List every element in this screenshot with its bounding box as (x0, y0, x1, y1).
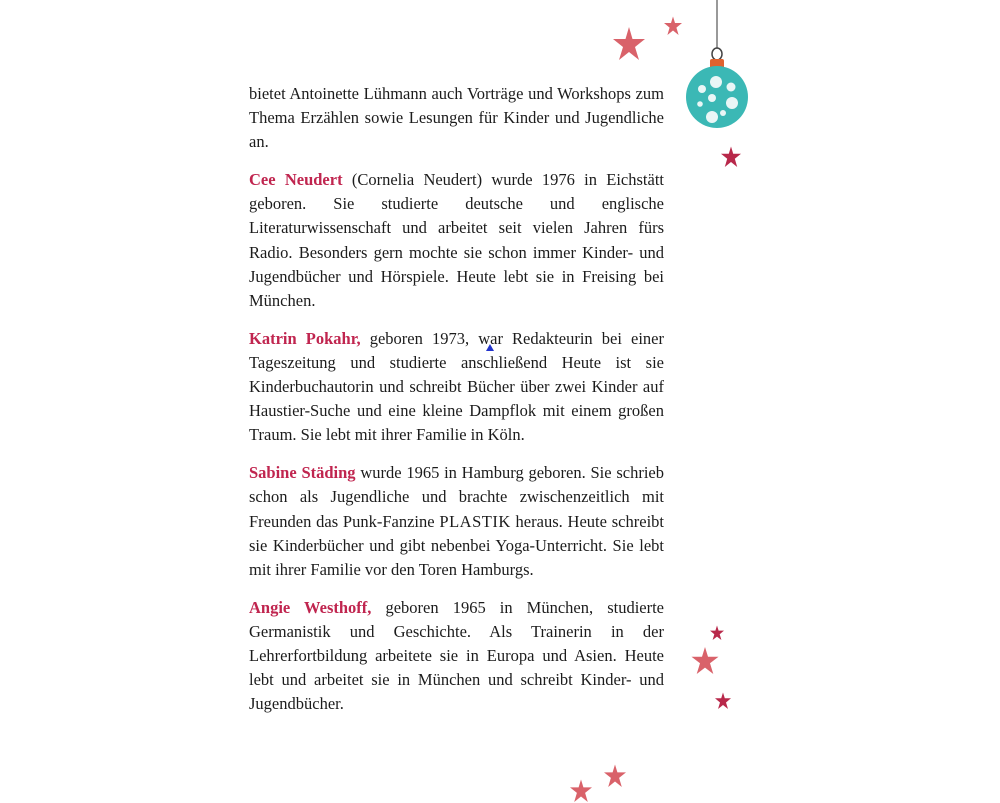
star-icon (690, 646, 720, 676)
author-name: Angie Westhoff, (249, 597, 372, 617)
star-icon (663, 16, 683, 36)
star-icon (714, 692, 732, 710)
intro-paragraph: bietet Antoinette Lühmann auch Vorträge und Workshops zum Thema Erzählen sowie Lesungen für Kinder und Jugendliche an. (249, 84, 664, 152)
star-icon (569, 779, 593, 803)
bio-text: geboren 1965 in München, studierte Germanistik und Geschichte. Als Trainerin in der Lehrerfortbildung arbeitete sie in Europa und Asien. Heute lebt und arbeitet sie in München und schreibt Kinder- und Jugendbücher. (249, 597, 665, 714)
christmas-ornament-icon (682, 0, 754, 135)
star-icon (709, 625, 725, 641)
bio-text: wurde 1965 in Hamburg geboren. Sie schrieb schon als Jugendliche und brachte zwischenzeitlich mit Freunden das Punk-Fanzine (249, 463, 664, 531)
author-name: Sabine Städing (249, 463, 356, 483)
bio-paragraph-neudert (249, 168, 664, 313)
author-name: Cee Neudert (249, 170, 343, 190)
author-bios (249, 82, 664, 730)
bio-paragraph-staeding (249, 461, 664, 581)
bio-text: geboren 1973, war Redakteurin bei einer Tageszeitung und studierte anschließend Heute ist sie Kinderbuchautorin und schreibt Bücher über zwei Kinder auf Haustier-Suche und eine kleine Dampflok mit einem großen Traum. Sie lebt mit ihrer Familie in Köln. (249, 328, 665, 445)
text-cursor-marker (486, 344, 494, 351)
bio-paragraph-pokahr (249, 327, 664, 447)
bio-text: (Cornelia Neudert) wurde 1976 in Eichstätt geboren. Sie studierte deutsche und englische Literaturwissenschaft und arbeitet seit vielen Jahren fürs Radio. Besonders gern mochte sie schon immer Kinder- und Jugendbücher und Hörspiele. Heute lebt sie in Freising bei München. (249, 170, 665, 310)
bio-text: heraus. Heute schreibt sie Kinderbücher und gibt nebenbei Yoga-Unterricht. Sie lebt mit ihrer Familie vor den Toren Hamburgs. (249, 511, 664, 579)
author-name: Katrin Pokahr, (249, 328, 361, 348)
bio-paragraph-westhoff (249, 596, 664, 716)
fanzine-title: PLASTIK (439, 511, 511, 531)
star-icon (611, 26, 647, 62)
star-icon (720, 146, 742, 168)
star-icon (603, 764, 627, 788)
